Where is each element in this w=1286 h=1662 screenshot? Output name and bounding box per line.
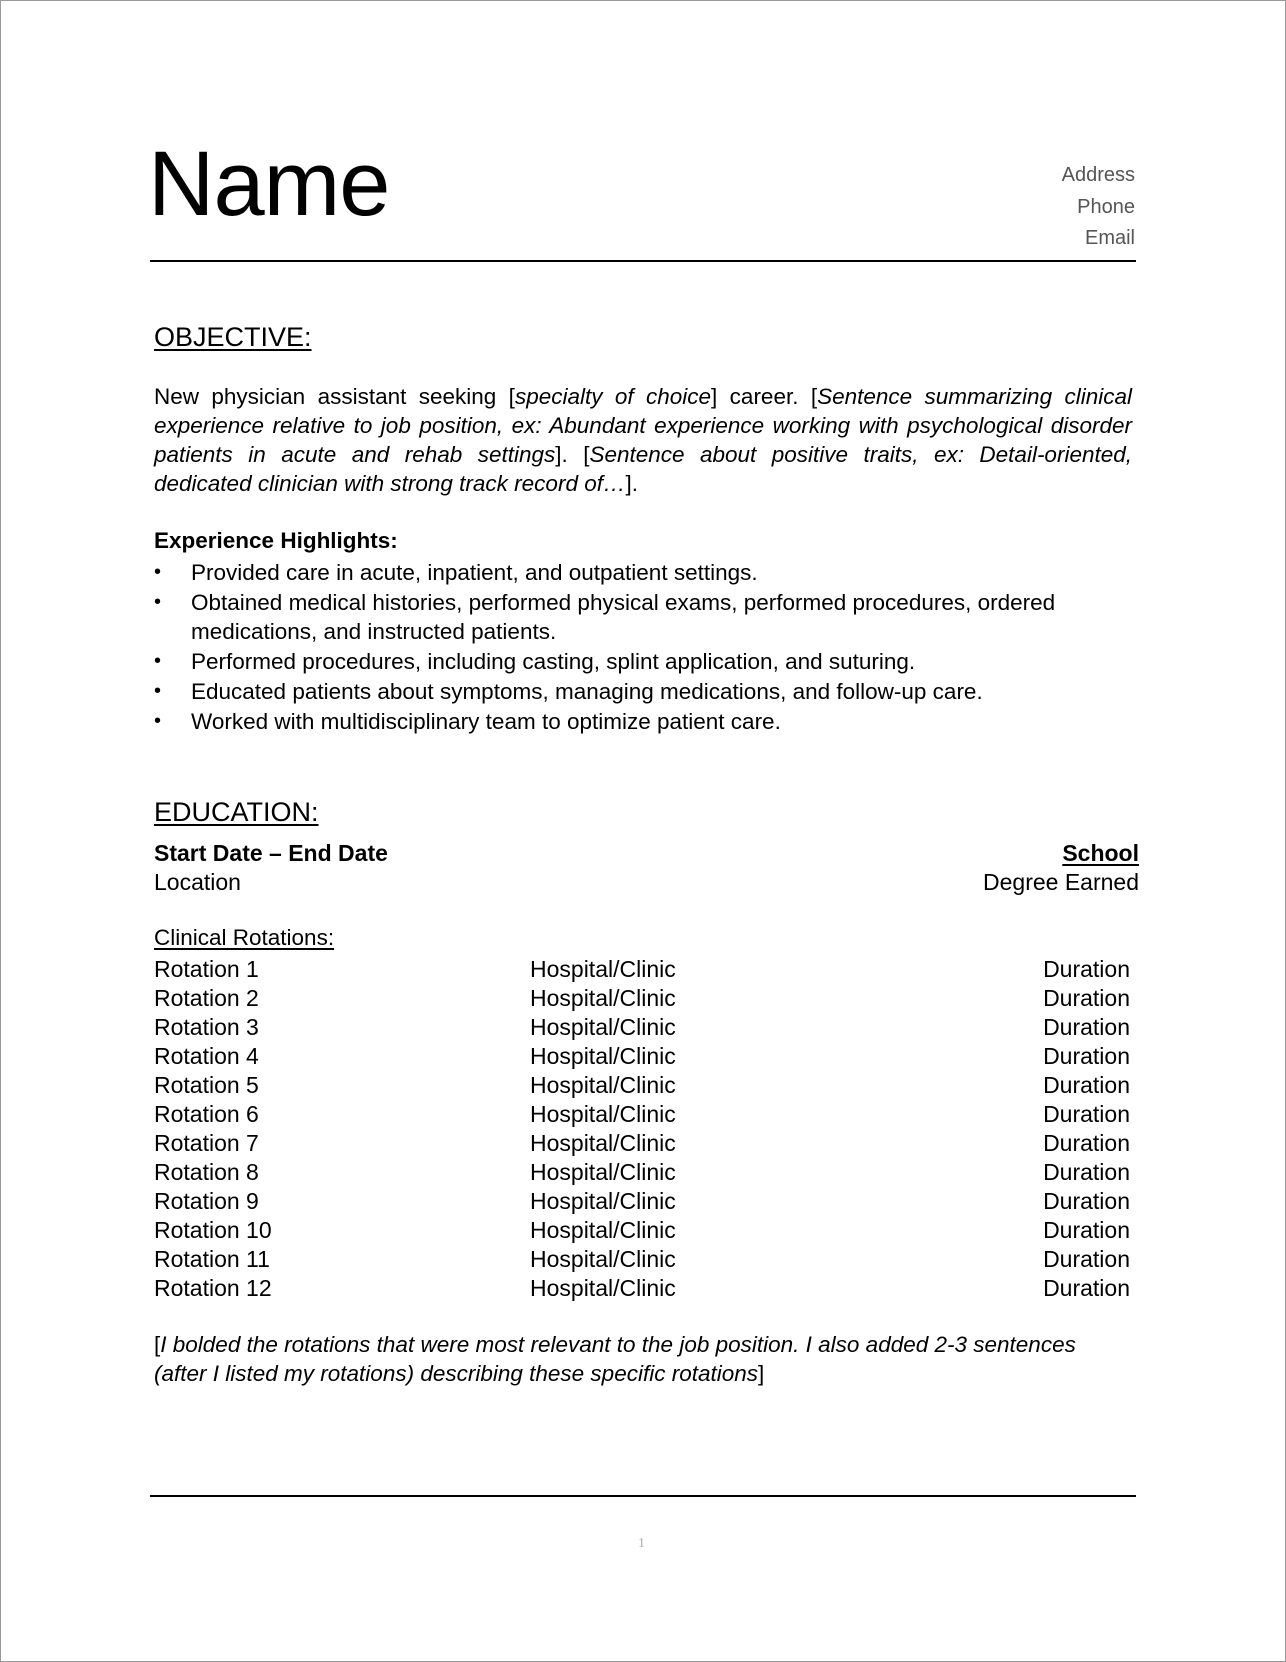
resume-name: Name [148, 133, 390, 235]
highlight-item: • Worked with multidisciplinary team to optimize patient care. [154, 707, 1134, 736]
rotation-duration: Duration [1043, 1014, 1130, 1040]
rotation-row [154, 1245, 1130, 1274]
education-school: School [1062, 840, 1139, 866]
rotation-row [154, 984, 1130, 1013]
rotation-place: Hospital/Clinic [530, 1275, 676, 1301]
education-location-row [154, 868, 1139, 897]
header-divider [150, 260, 1136, 262]
objective-heading: OBJECTIVE: [154, 322, 312, 352]
rotation-name: Rotation 6 [154, 1101, 259, 1127]
rotation-name: Rotation 4 [154, 1043, 259, 1069]
rotation-name: Rotation 10 [154, 1217, 272, 1243]
rotations-table [154, 955, 1130, 1303]
education-degree: Degree Earned [983, 869, 1139, 895]
rotation-duration: Duration [1043, 1043, 1130, 1069]
rotation-name: Rotation 8 [154, 1159, 259, 1185]
rotation-row [154, 1129, 1130, 1158]
rotation-place: Hospital/Clinic [530, 1072, 676, 1098]
rotation-row [154, 1274, 1130, 1303]
clinical-rotations-heading: Clinical Rotations: [154, 925, 335, 950]
rotation-duration: Duration [1043, 1246, 1130, 1272]
rotation-place: Hospital/Clinic [530, 956, 676, 982]
objective-paragraph: New physician assistant seeking [specialty of choice] career. [Sentence summarizing clinical experience relative to job position, ex: Abundant experience working with psychological disorder patients in acute and rehab settings]. [Sentence about positive traits, ex: Detail-oriented, dedicated clinician with strong track record of…]. [154, 384, 1132, 496]
rotation-row [154, 1158, 1130, 1187]
rotation-duration: Duration [1043, 1188, 1130, 1214]
rotation-place: Hospital/Clinic [530, 985, 676, 1011]
footer-divider [150, 1495, 1136, 1497]
contact-phone: Phone [1077, 195, 1135, 218]
education-location: Location [154, 869, 241, 895]
rotation-place: Hospital/Clinic [530, 1217, 676, 1243]
highlights-list [154, 558, 1134, 737]
highlights-heading: Experience Highlights: [154, 528, 398, 553]
education-dates-row [154, 839, 1139, 868]
contact-address: Address [1061, 164, 1135, 186]
rotation-duration: Duration [1043, 1072, 1130, 1098]
rotation-row [154, 1100, 1130, 1129]
rotation-name: Rotation 9 [154, 1188, 259, 1214]
rotation-row [154, 1013, 1130, 1042]
rotation-row [154, 1071, 1130, 1100]
rotation-row [154, 955, 1130, 984]
highlight-item: • Performed procedures, including casting, splint application, and suturing. [154, 647, 1134, 676]
highlight-item: • Educated patients about symptoms, managing medications, and follow-up care. [154, 677, 1134, 706]
rotation-duration: Duration [1043, 985, 1130, 1011]
rotation-row [154, 1042, 1130, 1071]
highlight-item: • Provided care in acute, inpatient, and outpatient settings. [154, 558, 1134, 587]
rotation-duration: Duration [1043, 1101, 1130, 1127]
rotation-name: Rotation 11 [154, 1246, 270, 1272]
rotation-place: Hospital/Clinic [530, 1101, 676, 1127]
rotation-place: Hospital/Clinic [530, 1130, 676, 1156]
education-dates: Start Date – End Date [154, 840, 388, 866]
rotation-place: Hospital/Clinic [530, 1014, 676, 1040]
rotation-place: Hospital/Clinic [530, 1246, 676, 1272]
rotation-duration: Duration [1043, 1217, 1130, 1243]
rotation-name: Rotation 3 [154, 1014, 259, 1040]
contact-block [1062, 160, 1135, 255]
rotation-name: Rotation 7 [154, 1130, 259, 1156]
rotation-duration: Duration [1043, 1130, 1130, 1156]
rotation-place: Hospital/Clinic [530, 1188, 676, 1214]
rotation-place: Hospital/Clinic [530, 1159, 676, 1185]
rotation-duration: Duration [1043, 956, 1130, 982]
rotation-name: Rotation 1 [154, 956, 259, 982]
rotation-name: Rotation 5 [154, 1072, 259, 1098]
rotation-duration: Duration [1043, 1275, 1130, 1301]
education-heading: EDUCATION: [154, 797, 319, 827]
rotation-name: Rotation 12 [154, 1275, 272, 1301]
rotation-row [154, 1187, 1130, 1216]
rotation-name: Rotation 2 [154, 985, 259, 1011]
rotation-duration: Duration [1043, 1159, 1130, 1185]
highlight-item: • Obtained medical histories, performed physical exams, performed procedures, ordered medications, and instructed patients. [154, 588, 1134, 646]
rotation-row [154, 1216, 1130, 1245]
contact-email: Email [1084, 227, 1135, 249]
rotation-place: Hospital/Clinic [530, 1043, 676, 1069]
page-number: 1 [638, 1536, 645, 1551]
rotations-note: [I bolded the rotations that were most relevant to the job position. I also added 2-3 sentences (after I listed my rotations) describing these specific rotations] [154, 1332, 1076, 1386]
